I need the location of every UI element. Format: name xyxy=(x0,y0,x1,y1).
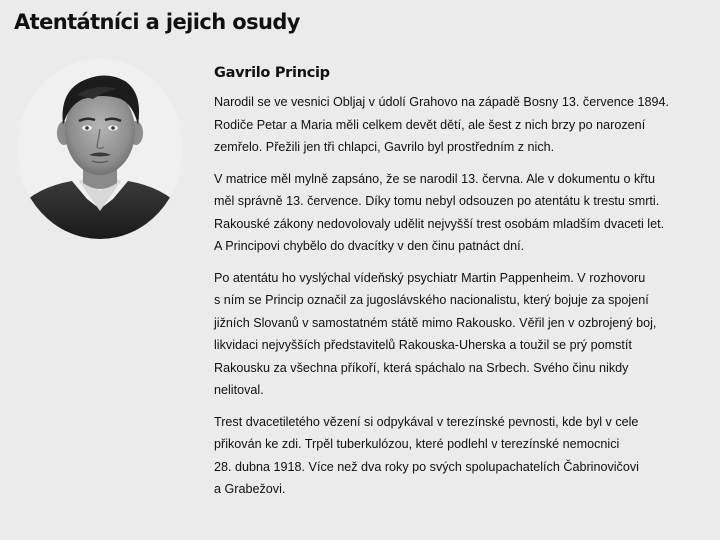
paragraph-line: zemřelo. Přežili jen tři chlapci, Gavrilo byl prostředním z nich. xyxy=(214,140,555,154)
paragraph-line: nelitoval. xyxy=(214,383,264,397)
paragraph-line: Narodil se ve vesnici Obljaj v údolí Grahovo na západě Bosny 13. července 1894. xyxy=(214,95,670,109)
paragraph-line: Rodiče Petar a Maria měli celkem devět dětí, ale šest z nich brzy po narození xyxy=(214,117,646,132)
paragraph xyxy=(214,168,704,258)
paragraph-line: přikován ke zdi. Trpěl tuberkulózou, které podlehl v terezínské nemocnici xyxy=(214,437,620,451)
portrait-photo xyxy=(17,59,183,239)
paragraph xyxy=(214,91,704,159)
paragraph-line: 28. dubna 1918. Více než dva roky po svých spolupachatelích Čabrinovičovi xyxy=(214,459,639,474)
paragraph-line: jižních Slovanů v samostatném státě mimo Rakousko. Věřil jen v ozbrojený boj, xyxy=(214,315,657,330)
paragraph xyxy=(214,411,704,501)
paragraph-line: Rakousku za všechna příkoří, která spáchalo na Srbech. Svého činu nikdy xyxy=(214,360,629,375)
paragraph-line: Rakouské zákony nedovolovaly udělit nejvyšší trest osobám mladším dvaceti let. xyxy=(214,216,665,231)
portrait-icon xyxy=(17,59,183,239)
article xyxy=(214,64,704,510)
page-title: Atentátníci a jejich osudy xyxy=(14,10,300,34)
paragraph-line: A Principovi chybělo do dvacítky v den činu patnáct dní. xyxy=(214,239,525,253)
paragraph-line: Po atentátu ho vyslýchal vídeňský psychiatr Martin Pappenheim. V rozhovoru xyxy=(214,270,646,285)
paragraph-line: měl správně 13. července. Díky tomu nebyl odsouzen po atentátu k trestu smrti. xyxy=(214,194,660,208)
paragraph-line: s ním se Princip označil za jugoslávského nacionalistu, který bojuje za spojení xyxy=(214,293,649,307)
paragraph xyxy=(214,267,704,402)
paragraph-line: likvidaci nejvyšších představitelů Rakouska-Uherska a toužil se prý pomstít xyxy=(214,338,632,352)
paragraph-line: a Grabežovi. xyxy=(214,482,286,496)
paragraph-line: Trest dvacetiletého vězení si odpykával v terezínské pevnosti, kde byl v cele xyxy=(214,414,639,429)
person-name: Gavrilo Princip xyxy=(214,65,330,81)
paragraph-line: V matrice měl mylně zapsáno, že se narodil 13. června. Ale v dokumentu o křtu xyxy=(214,171,655,186)
